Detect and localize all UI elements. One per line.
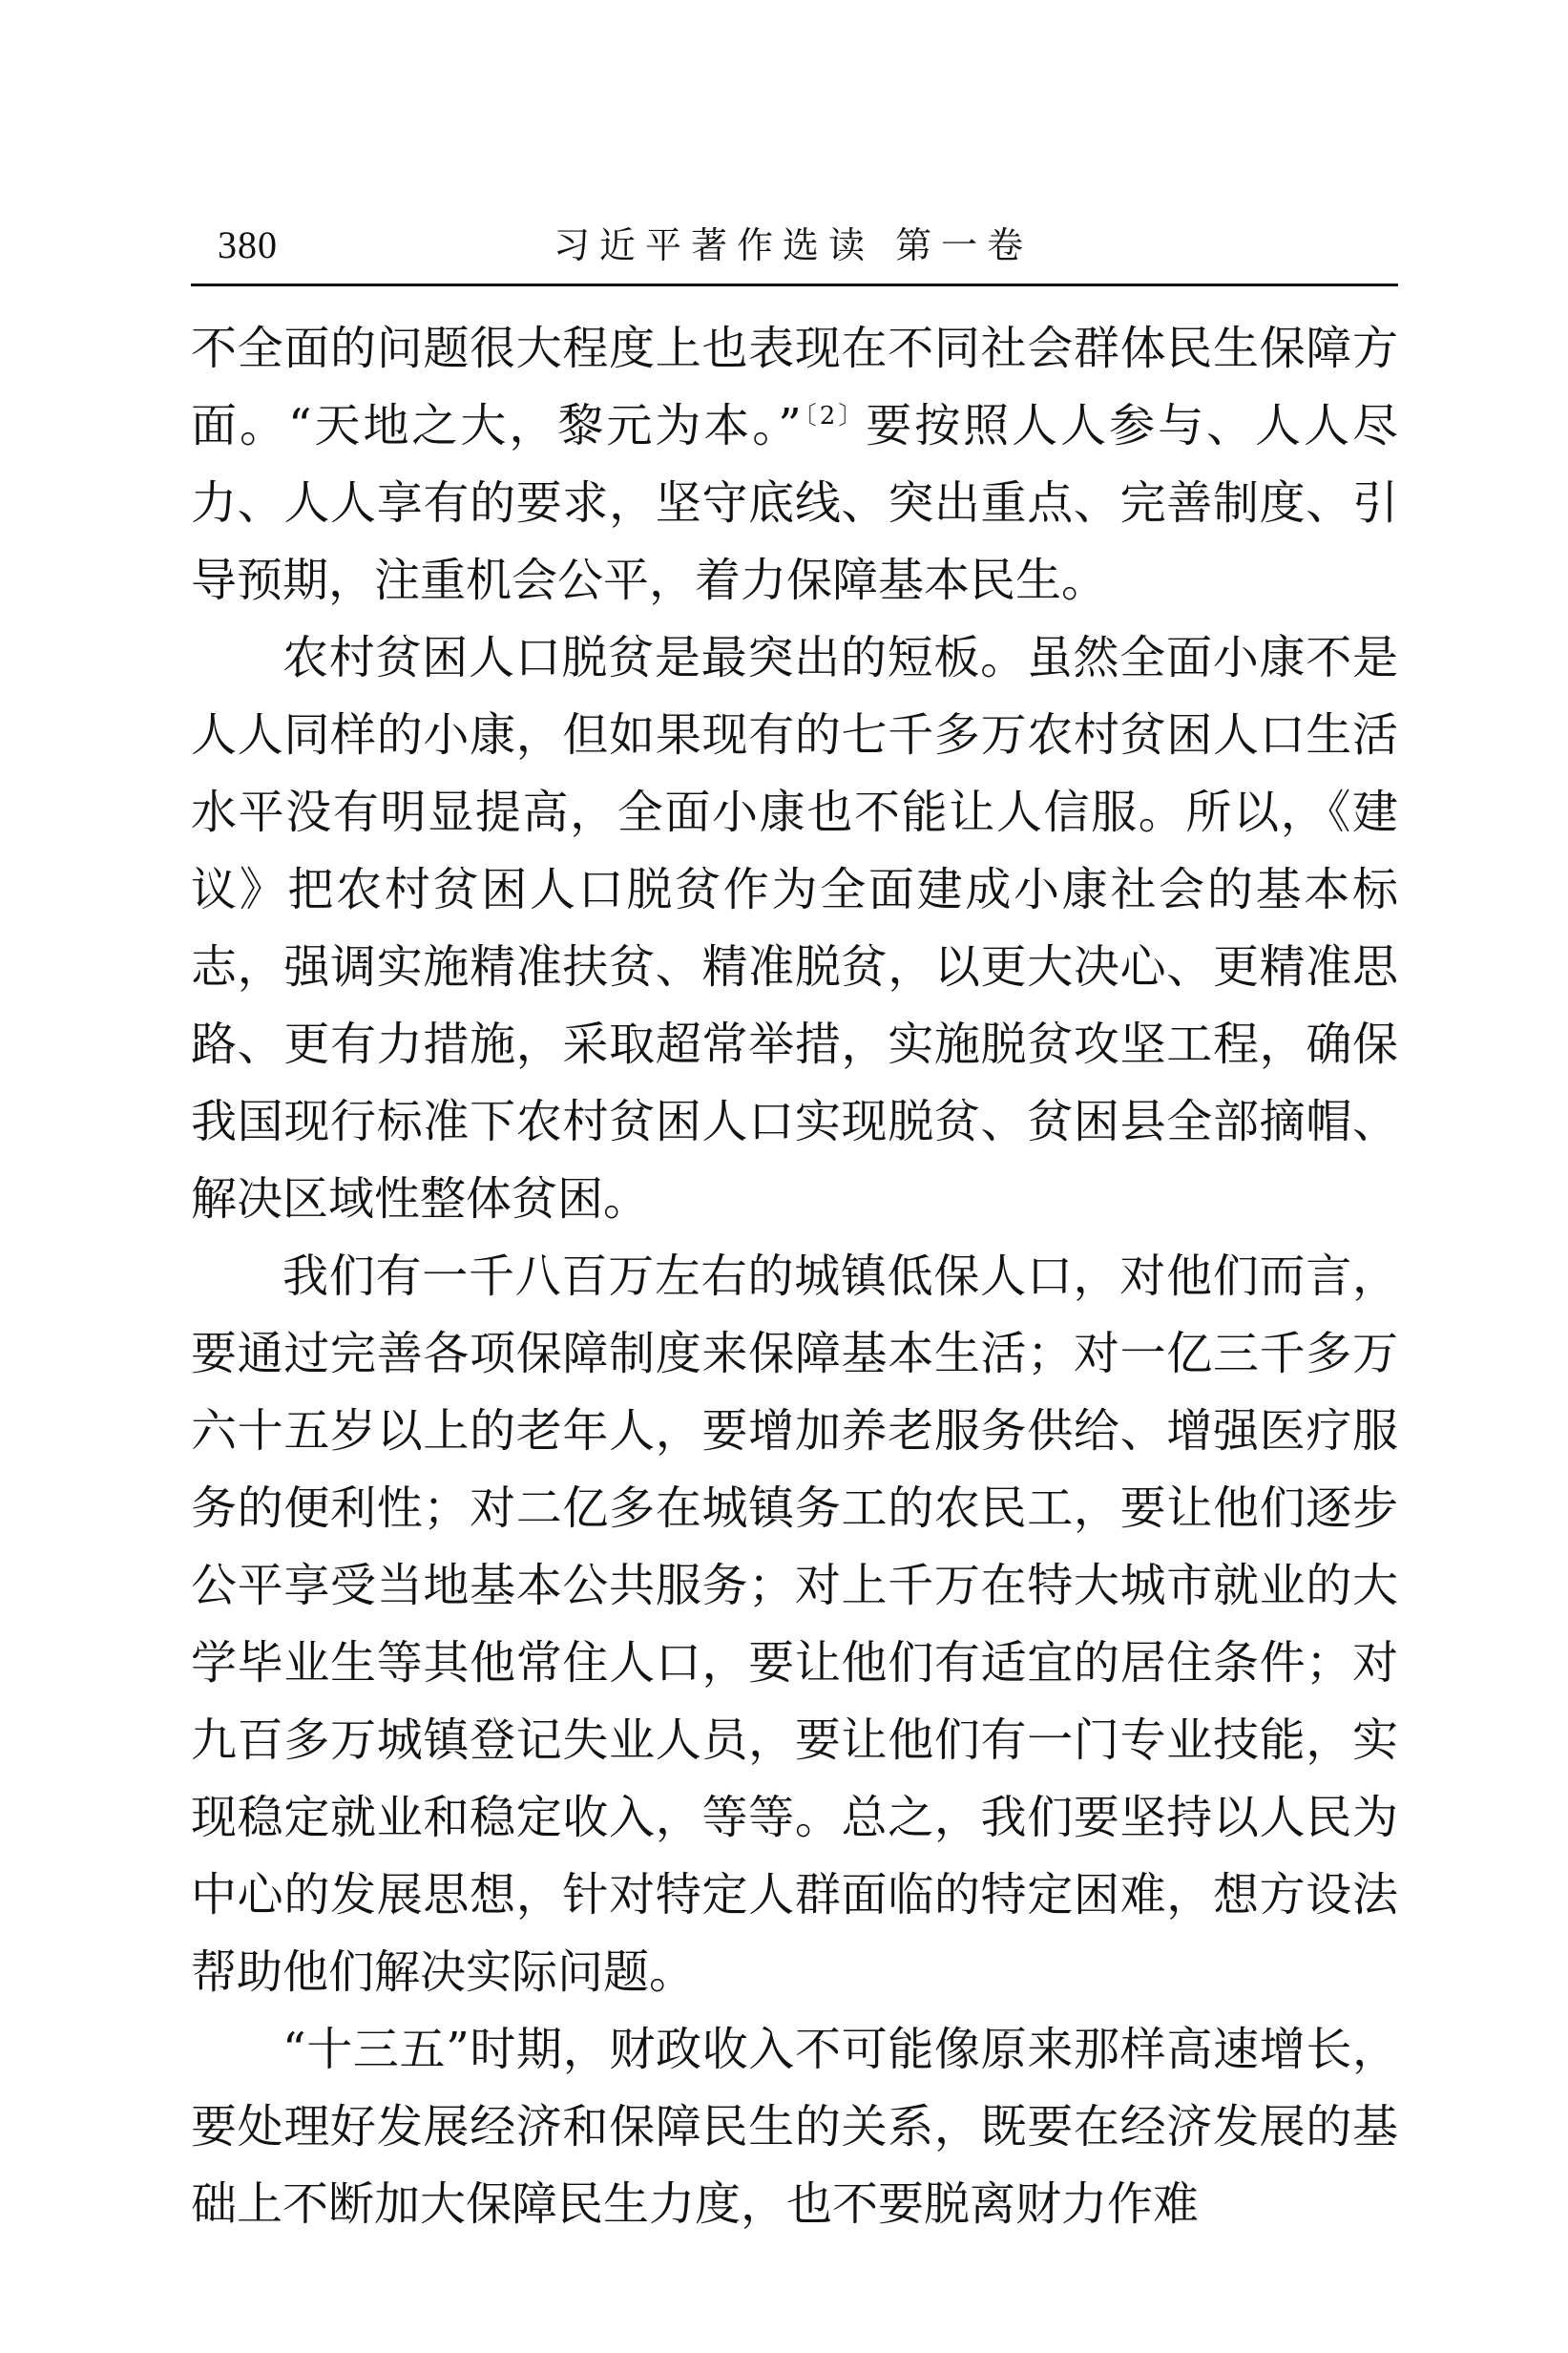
page-number: 380 bbox=[218, 223, 278, 266]
paragraph-3: 我们有一千八百万左右的城镇低保人口，对他们而言，要通过完善各项保障制度来保障基本生活；对一亿三千多万六十五岁以上的老年人，要增加养老服务供给、增强医疗服务的便利性；对二亿多在城镇务工的农民工，要让他们逐步公平享受当地基本公共服务；对上千万在特大城市就业的大学毕业生等其他常住人口，要让他们有适宜的居住条件；对九百多万城镇登记失业人员，要让他们有一门专业技能，实现稳定就业和稳定收入，等等。总之，我们要坚持以人民为中心的发展思想，针对特定人群面临的特定困难，想方设法帮助他们解决实际问题。 bbox=[191, 1250, 1398, 1999]
paragraph-4: “十三五”时期，财政收入不可能像原来那样高速增长，要处理好发展经济和保障民生的关系，既要在经济发展的基础上不断加大保障民生力度，也不要脱离财力作难 bbox=[191, 2023, 1398, 2231]
paragraph-1-text-b: 要按照人人参与、人人尽力、人人享有的要求，坚守底线、突出重点、完善制度、引导预期，注重机会公平，着力保障基本民生。 bbox=[191, 399, 1398, 607]
paragraph-1-text-a: 不全面的问题很大程度上也表现在不同社会群体民生保障方面。“天地之大，黎元为本。” bbox=[191, 322, 1398, 452]
paragraph-1 bbox=[191, 310, 1398, 620]
header-divider bbox=[191, 284, 1398, 286]
page-header bbox=[191, 212, 1398, 279]
body-text bbox=[191, 310, 1398, 2243]
paragraph-2: 农村贫困人口脱贫是最突出的短板。虽然全面小康不是人人同样的小康，但如果现有的七千多万农村贫困人口生活水平没有明显提高，全面小康也不能让人信服。所以，《建议》把农村贫困人口脱贫作为全面建成小康社会的基本标志，强调实施精准扶贫、精准脱贫，以更大决心、更精准思路、更有力措施，采取超常举措，实施脱贫攻坚工程，确保我国现行标准下农村贫困人口实现脱贫、贫困县全部摘帽、解决区域性整体贫困。 bbox=[191, 631, 1398, 1226]
footnote-marker: 〔2〕 bbox=[801, 402, 867, 431]
running-title: 习近平著作选读 第一卷 bbox=[554, 224, 1034, 266]
